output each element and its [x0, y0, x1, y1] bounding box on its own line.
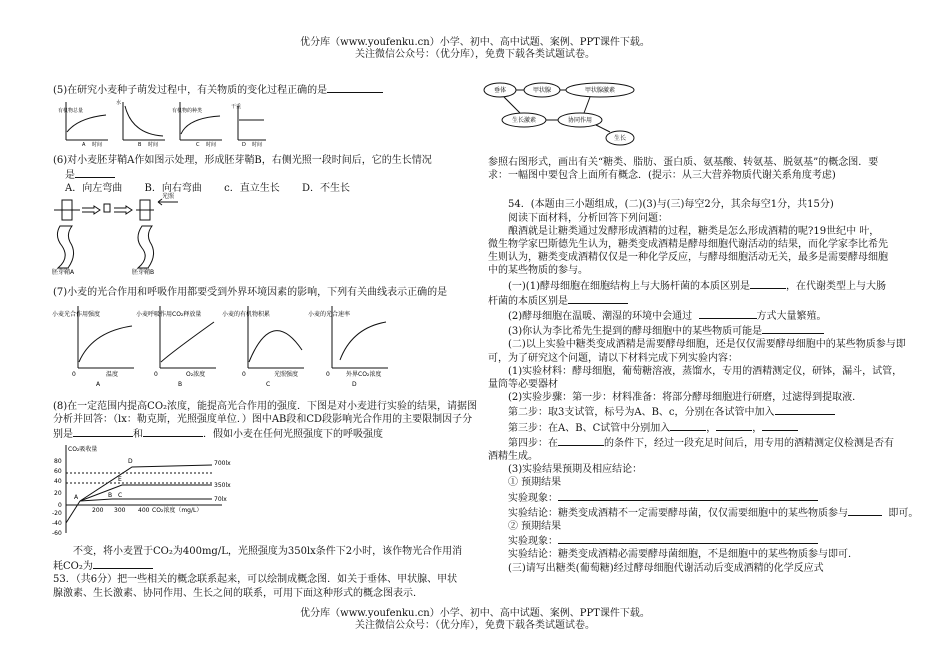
q8-co2-chart — [52, 441, 231, 537]
svg-text:小麦呼吸作用CO₂释放量: 小麦呼吸作用CO₂释放量 — [136, 311, 202, 318]
footer-line-2: 关注微信公众号：（优分库），免费下载各类试题试卷。 — [355, 620, 595, 631]
svg-text:干重: 干重 — [231, 104, 242, 110]
left-column — [53, 82, 463, 97]
q5-graph-a — [58, 102, 108, 148]
svg-text:-60: -60 — [52, 530, 62, 537]
option-d: D．不生长 — [302, 183, 351, 195]
question-6: (6)对小麦胚芽鞘A作如图示处理，形成胚芽鞘B，右侧光照一段时间后，它的生长情况 — [53, 155, 432, 166]
page-footer — [0, 608, 950, 632]
svg-text:A: A — [96, 381, 101, 388]
svg-text:E: E — [118, 476, 122, 483]
svg-text:C: C — [266, 381, 271, 388]
option-b: B．向右弯曲 — [144, 183, 202, 195]
q7-graphs — [52, 302, 392, 388]
question-53: 53．（共6分）把一些相关的概念联系起来，可以绘制成概念图．如关于垂体、甲状腺、甲状 — [53, 574, 458, 586]
svg-text:60: 60 — [54, 468, 62, 475]
svg-text:时间: 时间 — [148, 142, 159, 148]
svg-text:小麦光合作用强度: 小麦光合作用强度 — [52, 311, 101, 318]
answer-blank — [716, 420, 752, 431]
node-growth-hormone: 生长激素 — [511, 117, 537, 124]
q6-diagram — [50, 193, 200, 276]
embryo-a-label: 胚芽鞘A — [52, 269, 75, 276]
option-c: c．直立生长 — [224, 183, 280, 195]
chart-y-label: CO₂吸收量 — [68, 446, 98, 453]
svg-text:300: 300 — [114, 507, 126, 514]
node-growth: 生长 — [613, 135, 627, 142]
svg-text:小麦的光合速率: 小麦的光合速率 — [308, 311, 351, 318]
svg-text:20: 20 — [54, 490, 62, 497]
svg-text:C: C — [118, 492, 123, 499]
node-pituitary: 垂体 — [493, 87, 507, 94]
header-line-2: 关注微信公众号：（优分库），免费下载各类试题试卷。 — [355, 49, 595, 60]
q5-graphs — [58, 98, 268, 148]
node-thyroxine: 甲状腺激素 — [584, 87, 616, 94]
header-line-1: 优分库（www.youfenku.cn）小学、初中、高中试题、案例、PPT课件下载。 — [300, 37, 650, 48]
series-70lx: 70lx — [214, 496, 227, 503]
svg-text:400: 400 — [138, 507, 150, 514]
q5-graph-c — [172, 102, 222, 148]
answer-blank — [327, 82, 383, 93]
answer-blank — [762, 323, 824, 334]
svg-text:水: 水 — [116, 100, 122, 106]
answer-blank — [93, 558, 153, 569]
svg-text:B: B — [178, 381, 183, 388]
answer-blank — [750, 278, 786, 289]
svg-text:-40: -40 — [52, 520, 62, 527]
svg-text:温度: 温度 — [106, 371, 119, 378]
answer-blank — [568, 293, 628, 304]
answer-blank — [775, 404, 835, 415]
svg-text:光照强度: 光照强度 — [274, 371, 299, 378]
concept-map — [480, 80, 640, 150]
answer-blank — [558, 490, 818, 501]
question-7: (7)小麦的光合作用和呼吸作用都要受到外界环境因素的影响，下列有关曲线表示正确的是 — [53, 287, 448, 298]
node-synergy: 协同作用 — [567, 117, 593, 124]
svg-text:C: C — [196, 142, 200, 148]
answer-blank — [143, 426, 203, 437]
question-5: (5)在研究小麦种子萌发过程中，有关物质的变化过程正确的是 — [53, 85, 328, 96]
svg-text:0: 0 — [72, 371, 76, 378]
svg-text:时间: 时间 — [252, 142, 263, 148]
svg-text:0: 0 — [242, 371, 246, 378]
svg-text:时间: 时间 — [206, 142, 217, 148]
series-350lx: 350lx — [214, 482, 231, 489]
svg-text:200: 200 — [92, 507, 104, 514]
answer-blank — [762, 420, 798, 431]
q7-graph-a — [52, 306, 134, 388]
embryo-b-label: 胚芽鞘B — [132, 269, 155, 276]
svg-text:0: 0 — [154, 371, 158, 378]
svg-text:-20: -20 — [52, 510, 62, 517]
footer-line-1: 优分库（www.youfenku.cn）小学、初中、高中试题、案例、PPT课件下载。 — [300, 608, 650, 619]
q7-graph-d — [308, 306, 388, 388]
svg-text:0: 0 — [326, 371, 330, 378]
svg-text:小麦的有机物积累: 小麦的有机物积累 — [222, 311, 271, 318]
q5-a-ylabel: 有机物总量 — [58, 108, 84, 114]
answer-blank — [848, 505, 882, 516]
q7-graph-c — [222, 306, 304, 388]
node-thyroid: 甲状腺 — [532, 87, 552, 94]
svg-text:A: A — [82, 142, 86, 148]
option-a: A．向左弯曲 — [65, 183, 123, 195]
answer-blank — [670, 420, 706, 431]
svg-text:A: A — [74, 494, 79, 501]
answer-blank — [73, 426, 133, 437]
q7-graph-b — [136, 306, 216, 388]
answer-blank — [558, 435, 604, 446]
q5-graph-d — [231, 103, 266, 148]
svg-text:有机物的种类: 有机物的种类 — [172, 108, 203, 114]
svg-text:时间: 时间 — [92, 142, 103, 148]
svg-text:D: D — [242, 142, 246, 148]
svg-text:O₂浓度: O₂浓度 — [186, 371, 206, 378]
svg-text:CO₂浓度（mg/L）: CO₂浓度（mg/L） — [152, 507, 203, 514]
svg-text:B: B — [108, 492, 113, 499]
answer-blank — [699, 308, 757, 319]
svg-text:D: D — [352, 381, 357, 388]
series-700lx: 700lx — [214, 460, 231, 467]
q6-options — [53, 182, 463, 195]
question-8: (8)在一定范围内提高CO₂浓度，能提高光合作用的强度．下图是对小麦进行实验的结果，请据图 — [53, 401, 478, 412]
question-54: 54．(本题由三小题组成，(二)(3)与(三)每空2分，其余每空1分，共15分) — [508, 199, 834, 211]
page-header — [0, 37, 950, 61]
q5-graph-b — [116, 99, 165, 148]
svg-text:40: 40 — [54, 478, 62, 485]
svg-text:D: D — [128, 458, 133, 465]
right-column: 参照右图形式，画出有关“糖类、脂肪、蛋白质、氨基酸、转氨基、脱氨基”的概念图．要 求：一幅图中要包含上面所有概念．(提示：从三大营养物质代谢关系角度考虑) 54．(本题由三小题组成，(二)(3)与(三)每空2分，其余每空1分，共15分) 阅读下面材料，分析回答下列问题： 酿酒就是让糖类通过发酵形成酒精的过程，糖类是怎么形成酒精的呢?19世纪中 叶， 微生物学家巴斯德先生认为，糖类变成酒精是酵母细胞代谢活动的结果，而化学家李比希先 生则认为，糖类变成酒精仅仅是一种化学反应，与酵母细胞活动无关，最多是需要酵母细胞 中的某些物质的参与。 (一)(1)酵母细胞在细胞结构上与大肠杆菌的本质区别是 ，在代谢类型上与大肠 杆菌的本质区别是 (2)酵母细胞在温暖、潮湿的环境中会通过 方式大量繁殖。 (3)你认为李比希先生提到的酵母细胞中的某些物质可能是 (二)以上实验中糖类变成酒精是需要酵母细胞，还是仅仅需要酵母细胞中的某些物质参与即 可，为了研究这个问题，请以下材料完成下列实验内容： (1)实验材料：酵母细胞，葡萄糖溶液，蒸馏水，专用的酒精测定仪，研钵，漏斗，试管， 量筒等必要器材 (2)实验步骤：第一步：材料准备：将部分酵母细胞进行研磨，过滤得到提取液． 第二步：取3支试管，标号为A、B、c，分别在各试管中加入 第三步：在A、B、C试管中分别加入 ， ， 第四步：在 的条件下，经过一段充足时间后，用专用的酒精测定仪检测是否有 酒精生成。 (3)实验结果预期及相应结论： ① 预期结果 实验现象： 实验结论：糖类变成酒精不一定需要酵母菌，仅仅需要细胞中的某些物质参与 即可。 ② 预期结果 实验现象： 实验结论：糖类变成酒精必需要酵母菌细胞，不是细胞中的某些物质参与即可． (三)请写出糖类(葡萄糖)经过酵母细胞代谢活动后变成酒精的化学反应式 — [488, 157, 919, 574]
answer-blank — [558, 533, 818, 544]
svg-text:外界CO₂浓度: 外界CO₂浓度 — [346, 371, 382, 378]
svg-text:0: 0 — [58, 502, 62, 509]
svg-text:80: 80 — [54, 458, 62, 465]
q6-light-label: 光照 — [162, 193, 175, 200]
svg-text:B: B — [138, 142, 142, 148]
answer-blank — [75, 167, 115, 178]
